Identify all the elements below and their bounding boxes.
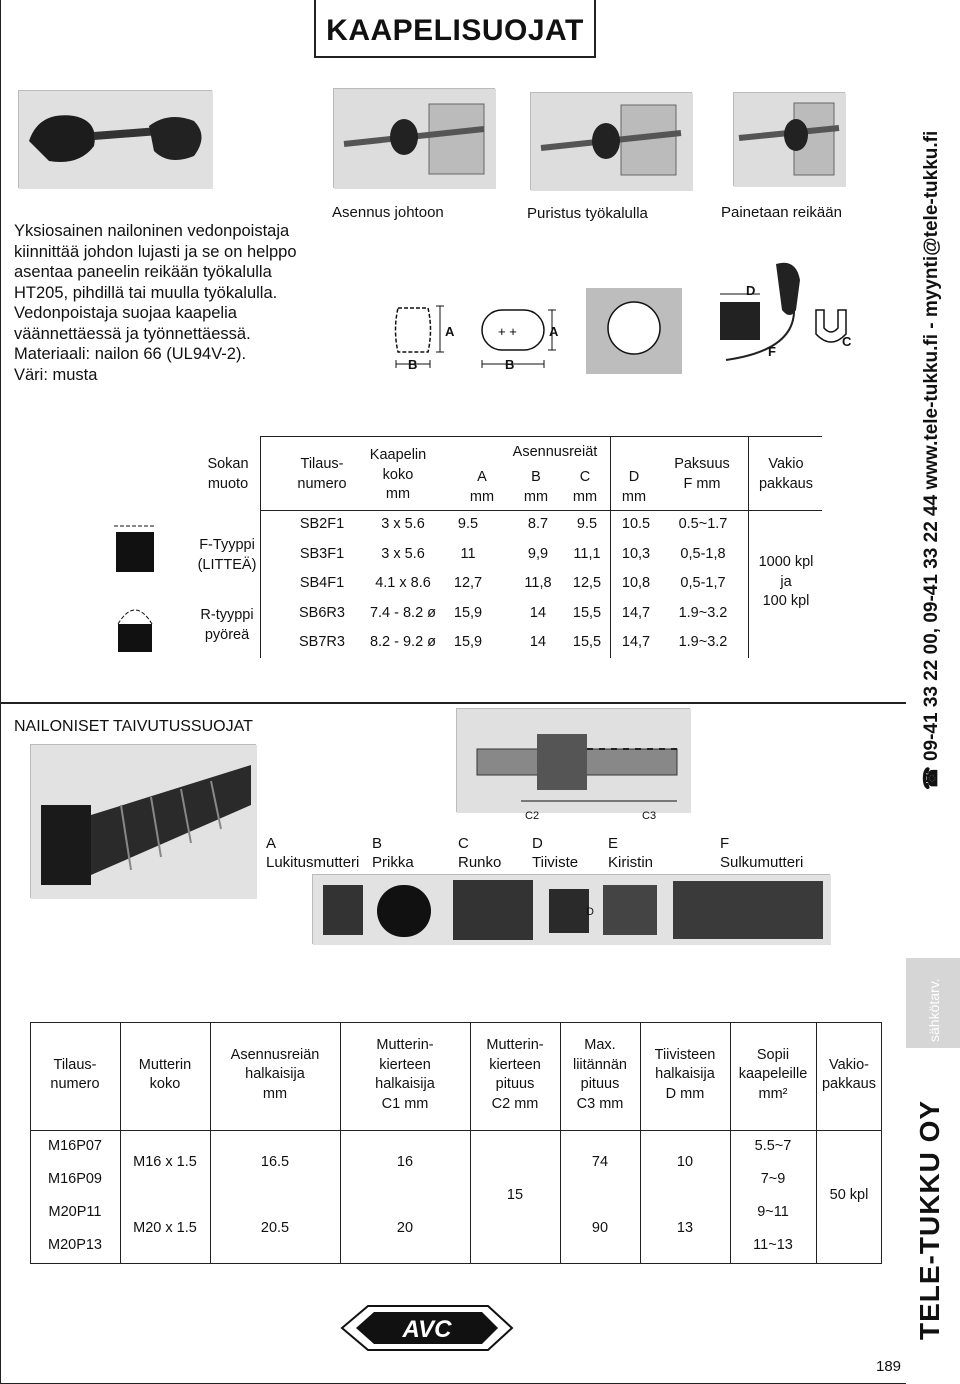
description-line: väännettäessä ja työnnettäessä. bbox=[14, 324, 251, 343]
table-cell: 3 x 5.6 bbox=[381, 545, 425, 562]
table-cell: 50 kpl bbox=[829, 1187, 869, 1203]
part-letter: C bbox=[458, 835, 469, 852]
th-c: C mm bbox=[572, 469, 598, 505]
install-step-1-photo bbox=[333, 88, 495, 188]
table-cell: 15,5 bbox=[572, 604, 602, 621]
table-header: Mutterin- bbox=[376, 1037, 434, 1053]
table-cell: 20 bbox=[396, 1220, 414, 1236]
th-a: A mm bbox=[469, 469, 495, 505]
part-label bbox=[532, 834, 578, 872]
part-letter: B bbox=[372, 835, 383, 852]
th-order: Tilaus- numero bbox=[297, 456, 347, 492]
step-label-1: Asennus johtoon bbox=[332, 204, 444, 221]
table-cell: 0.5~1.7 bbox=[678, 516, 728, 532]
table-header: Tiivisteen bbox=[654, 1046, 716, 1063]
th-b: B mm bbox=[523, 469, 549, 505]
table-cell: 5.5~7 bbox=[754, 1138, 792, 1154]
crimp-tool-diagram bbox=[586, 288, 682, 374]
table-cell: 9.5 bbox=[576, 516, 598, 532]
page-title: KAAPELISUOJAT bbox=[326, 14, 584, 47]
table-header: Mutterin- bbox=[486, 1037, 544, 1053]
table-cell: 7~9 bbox=[760, 1171, 786, 1187]
part-name: Kiristin bbox=[608, 854, 654, 871]
table-cell: 9~11 bbox=[757, 1204, 789, 1220]
table-cell: 1.9~3.2 bbox=[678, 604, 728, 621]
section-title-bend-protectors: NAILONISET TAIVUTUSSUOJAT bbox=[14, 718, 253, 735]
title-underline bbox=[314, 56, 596, 58]
order-code: M20P13 bbox=[47, 1237, 102, 1253]
order-code: SB7R3 bbox=[299, 634, 345, 650]
logo-text: AVC bbox=[402, 1316, 452, 1343]
dim-label-c: C bbox=[842, 334, 852, 349]
table-cell: M20 x 1.5 bbox=[133, 1220, 197, 1236]
title-divider-right bbox=[594, 0, 596, 58]
table-cell: 13 bbox=[676, 1220, 694, 1236]
table-cell: 9.5 bbox=[457, 516, 479, 532]
gland-parts-photo bbox=[312, 874, 830, 944]
gland-assembly-diagram bbox=[456, 708, 690, 812]
bend-protector-photo bbox=[30, 744, 256, 898]
part-letter: A bbox=[266, 835, 277, 852]
order-code: SB4F1 bbox=[299, 575, 345, 591]
round-type-icon bbox=[112, 600, 158, 660]
table1-pack-value: 1000 kpl ja 100 kpl bbox=[758, 554, 814, 609]
install-step-2-photo bbox=[530, 92, 692, 190]
description-line: Materiaali: nailon 66 (UL94V-2). bbox=[14, 345, 247, 363]
panel-insert-diagram bbox=[706, 250, 876, 370]
table-header: Mutterin bbox=[138, 1056, 192, 1073]
table-cell: 15,5 bbox=[572, 634, 602, 650]
description-line: Yksiosainen nailoninen vedonpoistaja bbox=[14, 222, 290, 240]
table-header: halkaisija bbox=[375, 1076, 435, 1092]
dim-label-b2: B bbox=[505, 357, 515, 372]
table-header: pakkaus bbox=[821, 1076, 876, 1092]
table-cell: 9,9 bbox=[527, 545, 549, 562]
table-cell: 20.5 bbox=[260, 1220, 290, 1236]
table-cell: 11,8 bbox=[524, 575, 552, 591]
table-cell: 14,7 bbox=[621, 634, 651, 650]
table-cell: 10,3 bbox=[621, 545, 651, 562]
table-header: koko bbox=[149, 1076, 181, 1092]
product-description bbox=[14, 221, 314, 385]
hole-diagram-round bbox=[388, 300, 468, 374]
install-step-3-photo bbox=[733, 92, 845, 186]
table-cell: 0,5-1,7 bbox=[680, 575, 726, 591]
page-number: 189 bbox=[876, 1358, 902, 1375]
description-line: HT205, pihdillä tai muulla työkalulla. bbox=[14, 283, 278, 302]
table-cell: 15,9 bbox=[453, 604, 483, 621]
part-name: Prikka bbox=[372, 854, 414, 871]
table-header: liitännän bbox=[572, 1056, 627, 1073]
part-name: Tiiviste bbox=[532, 854, 579, 871]
th-thickness: Paksuus F mm bbox=[674, 456, 730, 492]
table-cell: 14 bbox=[529, 604, 547, 621]
table-cell: 11 bbox=[460, 545, 476, 562]
order-code: SB6R3 bbox=[299, 604, 345, 621]
table-header: pituus bbox=[580, 1076, 620, 1092]
table-cell: 3 x 5.6 bbox=[381, 516, 425, 532]
table-cell: M16 x 1.5 bbox=[133, 1154, 197, 1170]
hole-diagram-oval bbox=[478, 306, 568, 376]
table-cell: 10.5 bbox=[621, 516, 651, 532]
contact-text: 09-41 33 22 00, 09-41 33 22 44 www.tele-tukku.fi - myynti@tele-tukku.fi bbox=[921, 130, 942, 762]
table-header: halkaisija bbox=[655, 1066, 715, 1083]
table-header: halkaisija bbox=[245, 1066, 305, 1083]
table-header: Tilaus- bbox=[53, 1056, 97, 1073]
table-header: C1 mm bbox=[381, 1095, 429, 1112]
table-header: kierteen bbox=[379, 1056, 431, 1073]
table-cell: 8.7 bbox=[527, 516, 549, 532]
table-cell: 14,7 bbox=[621, 604, 651, 621]
part-label bbox=[266, 834, 359, 872]
table-header: Vakio- bbox=[828, 1056, 870, 1073]
description-line: asentaa paneelin reikään työkalulla bbox=[14, 263, 272, 281]
table-cell: 0,5-1,8 bbox=[680, 545, 726, 562]
table-cell: 12,5 bbox=[572, 575, 602, 591]
order-code: M16P07 bbox=[47, 1138, 102, 1154]
description-line: kiinnittää johdon lujasti ja se on helppo bbox=[14, 242, 297, 261]
part-letter: D bbox=[532, 835, 543, 852]
type-flat-label: F-Tyyppi (LITTEÄ) bbox=[197, 537, 257, 573]
th-cable: Kaapelin koko mm bbox=[369, 447, 427, 502]
step-label-2: Puristus työkalulla bbox=[527, 205, 648, 222]
company-logo: TELE-TUKKU OY bbox=[914, 1099, 945, 1340]
table-header: Asennusreiän bbox=[230, 1046, 320, 1063]
part-label bbox=[372, 834, 414, 872]
table-header: pituus bbox=[495, 1076, 535, 1092]
dim-label-d2: D bbox=[586, 906, 594, 918]
section-divider bbox=[0, 702, 906, 704]
description-line: Vedonpoistaja suojaa kaapelia bbox=[14, 304, 237, 322]
part-label bbox=[720, 834, 803, 872]
table-header: Max. bbox=[584, 1037, 616, 1053]
table-cell: 90 bbox=[591, 1220, 609, 1236]
description-line: Väri: musta bbox=[14, 365, 98, 384]
table-header: mm bbox=[262, 1085, 288, 1102]
dim-label-f: F bbox=[768, 344, 776, 359]
table-cell: 12,7 bbox=[453, 575, 483, 591]
table-header: numero bbox=[50, 1076, 100, 1092]
table-cell: 10,8 bbox=[621, 575, 651, 591]
table-header: kaapeleille bbox=[738, 1066, 808, 1083]
dim-label-b: B bbox=[408, 357, 418, 372]
contact-info bbox=[920, 131, 943, 790]
table-header: C2 mm bbox=[491, 1095, 539, 1112]
table-cell: 74 bbox=[591, 1154, 609, 1170]
table-cell: 10 bbox=[676, 1154, 694, 1170]
dim-label-a: A bbox=[445, 324, 455, 339]
table-cell: 8.2 - 9.2 ø bbox=[369, 634, 437, 650]
part-name: Lukitusmutteri bbox=[266, 854, 360, 871]
dim-label-c2: C2 bbox=[525, 810, 540, 822]
table-cell: 14 bbox=[529, 634, 547, 650]
order-code: SB2F1 bbox=[299, 516, 345, 532]
table-divider bbox=[30, 1130, 882, 1131]
dim-label-c1: C1 bbox=[404, 906, 419, 918]
category-label: sähkötarv. bbox=[926, 978, 942, 1042]
table-header: C3 mm bbox=[576, 1095, 624, 1112]
order-code: M16P09 bbox=[47, 1171, 102, 1187]
table-cell: 16 bbox=[396, 1154, 414, 1170]
table-cell: 4.1 x 8.6 bbox=[375, 575, 431, 591]
part-name: Runko bbox=[458, 854, 502, 871]
table-header: mm² bbox=[758, 1085, 788, 1102]
sidebar bbox=[906, 0, 960, 1384]
phone-icon: ☎ bbox=[921, 761, 942, 790]
step-label-3: Painetaan reikään bbox=[721, 204, 842, 221]
type-round-label: R-tyyppi pyöreä bbox=[200, 607, 254, 643]
avc-logo bbox=[338, 1300, 516, 1356]
th-d: D mm bbox=[621, 469, 647, 505]
table-header: D mm bbox=[665, 1085, 705, 1102]
cable-protector-photo bbox=[18, 90, 212, 188]
th-holes: Asennusreiät bbox=[512, 444, 598, 460]
order-code: M20P11 bbox=[48, 1204, 102, 1220]
part-label bbox=[458, 834, 501, 872]
table-cell: 15 bbox=[506, 1187, 524, 1203]
th-shape: Sokan muoto bbox=[207, 456, 249, 492]
svg-text:+ +: + + bbox=[498, 324, 517, 339]
dim-label-a2: A bbox=[549, 324, 559, 339]
table-cell: 15,9 bbox=[453, 634, 483, 650]
order-code: SB3F1 bbox=[299, 545, 345, 562]
part-label bbox=[608, 834, 653, 872]
flat-type-icon bbox=[112, 522, 158, 578]
table-cell: 11~13 bbox=[753, 1237, 793, 1253]
part-letter: E bbox=[608, 835, 619, 852]
table-header: kierteen bbox=[489, 1056, 541, 1073]
table-cell: 1.9~3.2 bbox=[678, 634, 728, 650]
th-pack: Vakio pakkaus bbox=[758, 456, 813, 492]
part-letter: F bbox=[720, 835, 730, 852]
part-name: Sulkumutteri bbox=[720, 854, 804, 871]
table-cell: 7.4 - 8.2 ø bbox=[369, 604, 437, 621]
table-header: Sopii bbox=[756, 1046, 790, 1063]
table-cell: 16.5 bbox=[260, 1154, 290, 1170]
dim-label-c3: C3 bbox=[642, 810, 657, 822]
table-cell: 11,1 bbox=[573, 545, 601, 562]
dim-label-d: D bbox=[746, 283, 756, 298]
title-divider-left bbox=[314, 0, 316, 58]
